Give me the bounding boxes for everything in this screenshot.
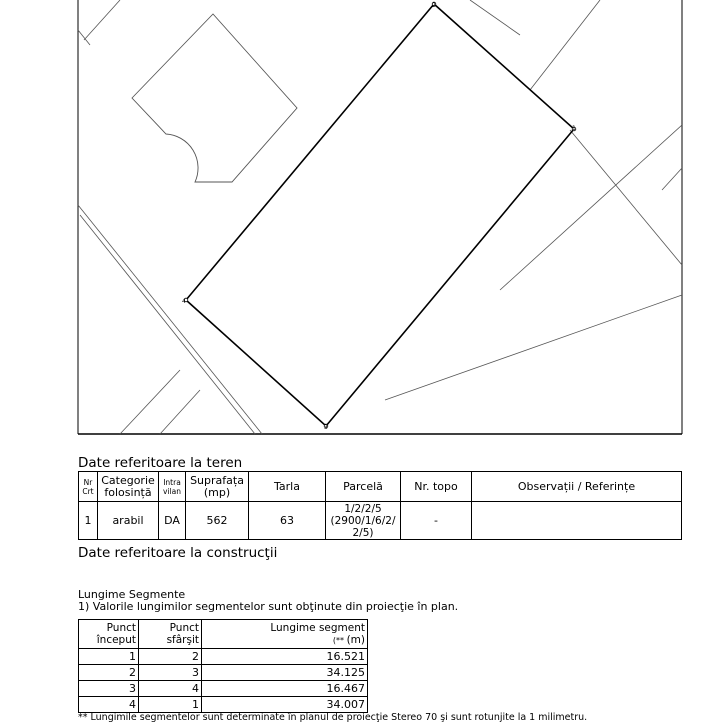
segment-end: 3 [139, 665, 202, 681]
neighbor-building [132, 14, 297, 182]
header-categorie-line1: Categorie [101, 473, 155, 487]
cell-parcela [326, 502, 401, 540]
header-lungime-segment [202, 620, 368, 649]
segment-start: 1 [79, 649, 139, 665]
header-length-unit-prefix: (** [332, 635, 347, 645]
land-table-header [79, 472, 682, 502]
header-start-line1: Punct [106, 622, 136, 634]
header-nr-label: Nr [83, 477, 93, 487]
segments-table [78, 619, 368, 713]
segment-length: 34.125 [202, 665, 368, 681]
segment-start: 3 [79, 681, 139, 697]
header-crt-label: Crt [82, 486, 94, 496]
segment-row [79, 649, 368, 665]
segment-end: 4 [139, 681, 202, 697]
segment-start: 4 [79, 697, 139, 713]
header-length-line2 [204, 634, 365, 647]
header-nr-topo: Nr. topo [401, 472, 472, 502]
header-intravilan [159, 472, 186, 502]
point-label-4: 4 [182, 298, 186, 305]
segment-length: 16.521 [202, 649, 368, 665]
header-length-line1: Lungime segment [270, 621, 365, 634]
segment-length: 34.007 [202, 697, 368, 713]
segment-end: 1 [139, 697, 202, 713]
segment-row [79, 665, 368, 681]
cell-intravilan: DA [159, 502, 186, 540]
header-observatii: Observații / Referințe [472, 472, 682, 502]
header-tarla: Tarla [249, 472, 326, 502]
segments-title: Lungime Segmente [78, 588, 186, 601]
cell-suprafata: 562 [186, 502, 249, 540]
point-label-2: 2 [432, 2, 436, 9]
segment-row [79, 681, 368, 697]
cell-nr: 1 [79, 502, 98, 540]
header-end-line1: Punct [169, 622, 199, 634]
header-categorie-line2: folosință [104, 485, 152, 499]
cell-observatii [472, 502, 682, 540]
segment-start: 2 [79, 665, 139, 681]
header-nr-crt [79, 472, 98, 502]
header-length-unit: (m) [346, 633, 365, 646]
segment-row [79, 697, 368, 713]
header-start-line2: început [96, 634, 136, 646]
point-label-1: 1 [572, 125, 576, 132]
cell-nr-topo: - [401, 502, 472, 540]
header-suprafata-line1: Suprafața [190, 473, 244, 487]
neighbor-lines [78, 0, 682, 434]
header-suprafata [186, 472, 249, 502]
header-categorie [98, 472, 159, 502]
cell-parcela-line3: 2/5) [352, 526, 374, 539]
land-table [78, 471, 682, 540]
header-vilan-label: vilan [163, 486, 181, 496]
header-punct-sfarsit [139, 620, 202, 649]
segments-note: 1) Valorile lungimilor segmentelor sunt obţinute din proiecţie în plan. [78, 600, 459, 613]
land-section-title: Date referitoare la teren [78, 455, 243, 471]
cell-categorie: arabil [98, 502, 159, 540]
land-table-row [79, 502, 682, 540]
header-parcela: Parcelă [326, 472, 401, 502]
segments-footnote: ** Lungimile segmentelor sunt determinate în planul de proiecţie Stereo 70 şi sunt rotunjite la 1 milimetru. [78, 712, 588, 723]
cell-parcela-line2: (2900/1/6/2/ [330, 514, 396, 527]
header-punct-inceput [79, 620, 139, 649]
construction-section-title: Date referitoare la construcţii [78, 545, 278, 561]
segment-end: 2 [139, 649, 202, 665]
header-end-line2: sfârşit [166, 634, 199, 646]
cell-tarla: 63 [249, 502, 326, 540]
header-intra-label: Intra [163, 477, 181, 487]
parcel-boundary [186, 4, 574, 426]
header-suprafata-line2: (mp) [203, 485, 231, 499]
segment-length: 16.467 [202, 681, 368, 697]
point-label-3: 3 [324, 424, 328, 431]
parcel-points [184, 2, 576, 428]
segments-table-header [79, 620, 368, 649]
cell-parcela-line1: 1/2/2/5 [344, 502, 382, 515]
